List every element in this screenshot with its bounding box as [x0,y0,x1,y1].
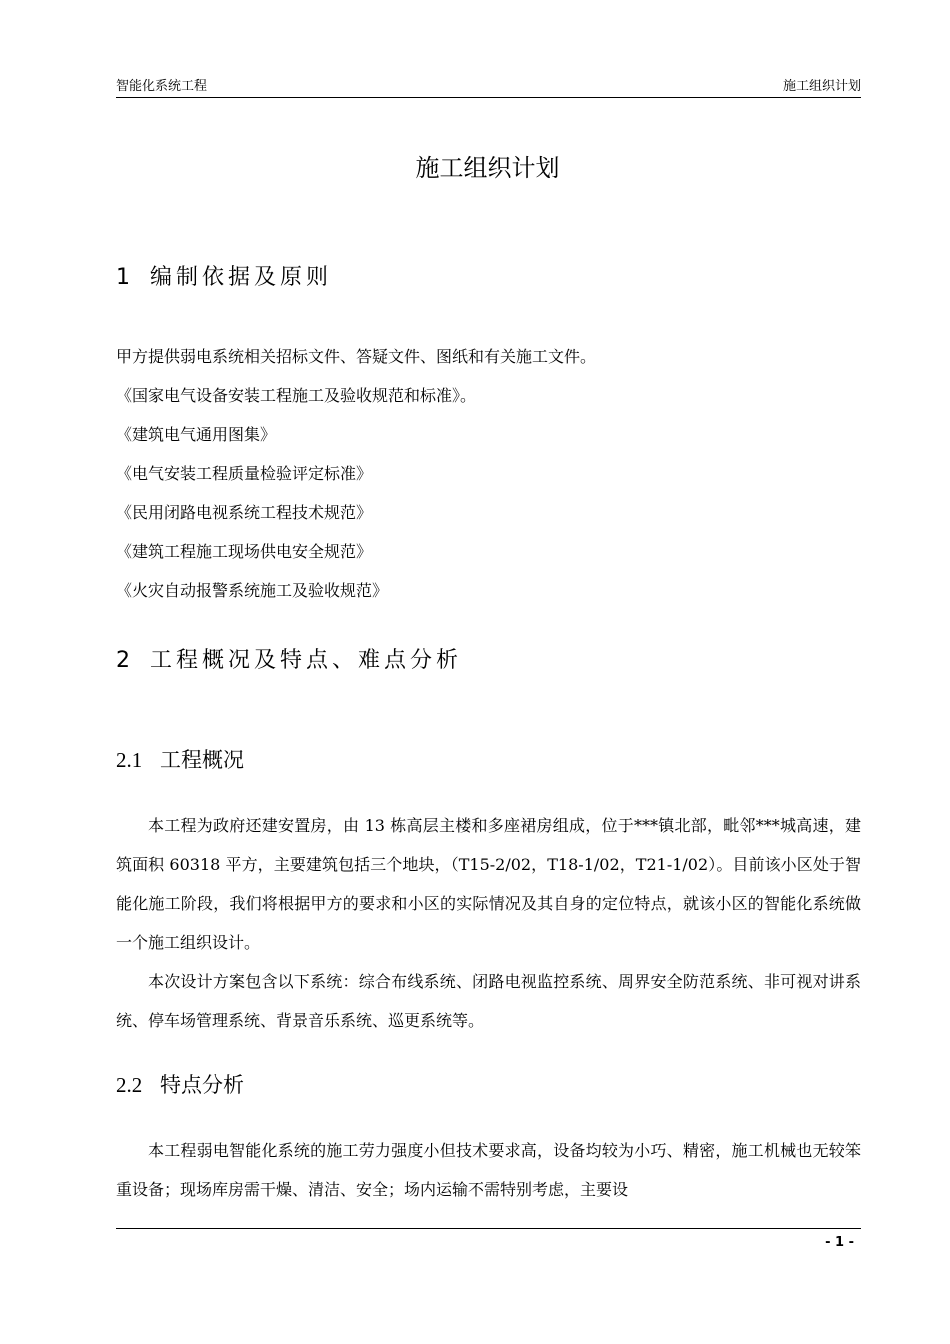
section-2-1-number: 2.1 [116,748,143,772]
section-2-1-title: 工程概况 [160,748,244,772]
page-header [116,78,861,96]
reference-item: 《建筑工程施工现场供电安全规范》 [116,542,373,561]
section-1-heading [116,263,332,293]
reference-list [116,337,861,610]
header-rule [116,97,861,98]
reference-item: 《火灾自动报警系统施工及验收规范》 [116,581,389,600]
page-number: - 1 - [825,1235,854,1250]
section-2-2-title: 特点分析 [160,1073,244,1097]
features-paragraph: 本工程弱电智能化系统的施工劳力强度小但技术要求高，设备均较为小巧、精密，施工机械也无较笨重设备；现场库房需干燥、清洁、安全；场内运输不需特别考虑，主要设 [116,1141,861,1199]
systems-paragraph: 本次设计方案包含以下系统：综合布线系统、闭路电视监控系统、周界安全防范系统、非可视对讲系统、停车场管理系统、背景音乐系统、巡更系统等。 [116,972,861,1030]
reference-item: 甲方提供弱电系统相关招标文件、答疑文件、图纸和有关施工文件。 [116,347,597,366]
reference-item: 《电气安装工程质量检验评定标准》 [116,464,373,483]
header-right-text: 施工组织计划 [782,79,861,94]
section-2-heading [116,646,462,676]
section-2-2-heading [116,1070,244,1100]
section-1-title: 编制依据及原则 [150,265,333,290]
footer-rule [116,1228,861,1229]
section-2-2-number: 2.2 [116,1073,143,1097]
document-title: 施工组织计划 [415,154,560,182]
section-2-number: 2 [116,648,130,673]
section-2-title: 工程概况及特点、难点分析 [150,648,463,673]
reference-item: 《国家电气设备安装工程施工及验收规范和标准》。 [116,386,477,405]
header-left-text: 智能化系统工程 [116,79,208,94]
section-2-1-heading [116,745,244,775]
section-1-number: 1 [116,265,130,290]
reference-item: 《建筑电气通用图集》 [116,425,277,444]
reference-item: 《民用闭路电视系统工程技术规范》 [116,503,373,522]
overview-paragraph: 本工程为政府还建安置房，由 13 栋高层主楼和多座裙房组成，位于***镇北部，毗邻***城高速，建筑面积 60318 平方，主要建筑包括三个地块，（T15-2/02，T18-1/02，T21-1/02）。目前该小区处于智能化施工阶段，我们将根据甲方的要求和小区的实际情况及其自身的定位特点，就该小区的智能化系统做一个施工组织设计。 [116,816,861,952]
